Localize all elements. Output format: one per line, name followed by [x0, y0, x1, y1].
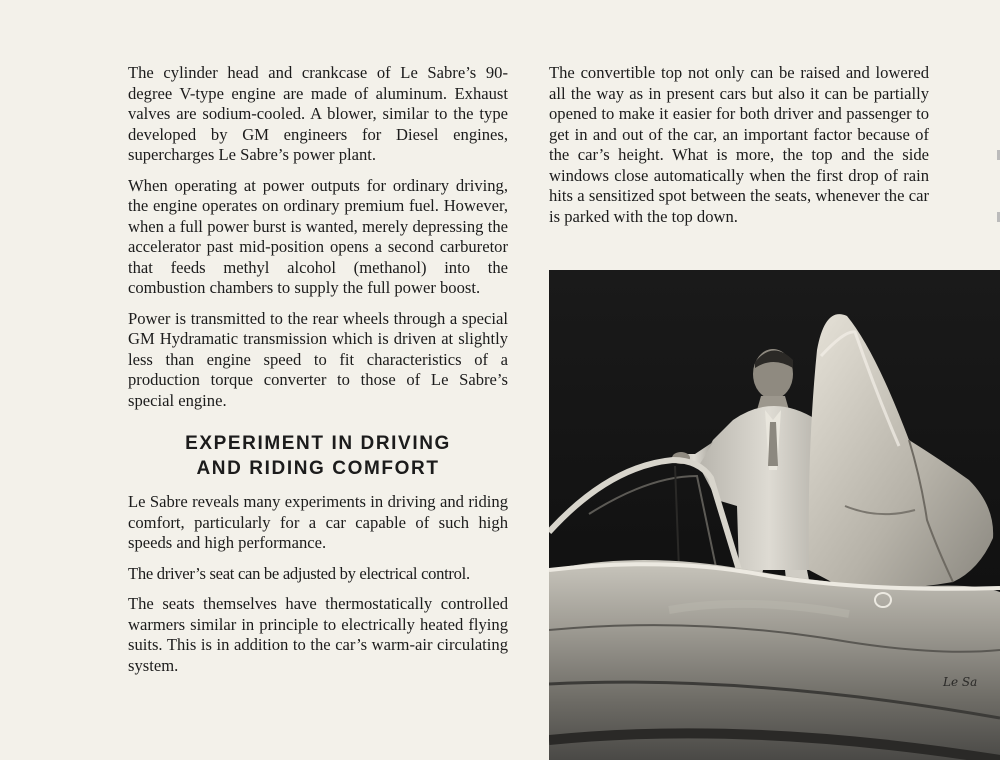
car-script-lettering: Le Sa: [943, 675, 978, 689]
car-photo: [549, 270, 1000, 760]
right-column: [549, 63, 929, 237]
car-body: [549, 560, 1000, 760]
engine-paragraph: The cylinder head and crankcase of Le Sabre’s 90-degree V-type engine are made of aluminum. Exhaust valves are sodium-cooled. A blower, similar to the type developed by GM engineers for Diesel engines, supercharges Le Sabre’s power plant.: [128, 63, 508, 164]
fuel-paragraph: When operating at power outputs for ordinary driving, the engine operates on ordinary premium fuel. However, when a full power burst is wanted, merely depressing the accelerator past mid-position opens a second carburetor that feeds methyl alcohol (methanol) into the combustion chambers to supply the full power boost.: [128, 175, 508, 297]
convertible-top-paragraph: The convertible top not only can be raised and lowered all the way as in present cars but also it can be partially opened to make it easier for both driver and passenger to get in and out of the car, an important factor because of the car’s height. What is more, the top and the side windows close automatically when the first drop of rain hits a sensitized spot between the seats, whenever the car is parked with the top down.: [549, 63, 929, 226]
seat-paragraph: The driver’s seat can be adjusted by electrical control.: [128, 563, 470, 583]
heading-line-1: EXPERIMENT IN DRIVING: [185, 433, 451, 454]
heading-line-2: AND RIDING COMFORT: [196, 458, 440, 479]
transmission-paragraph: Power is transmitted to the rear wheels through a special GM Hydramatic transmission which is driven at slightly less than engine speed to fit characteristics of a production torque converter to those of Le Sabre’s special engine.: [128, 308, 508, 410]
warmers-paragraph: The seats themselves have thermostatically controlled warmers similar in principle to electrically heated flying suits. This is in addition to the car’s warm-air circulating system.: [128, 594, 508, 675]
left-column: [128, 63, 508, 686]
comfort-paragraph: Le Sabre reveals many experiments in driving and riding comfort, particularly for a car capable of such high speeds and high performance.: [128, 492, 508, 552]
car-illustration: [549, 270, 1000, 760]
section-heading: [128, 431, 508, 481]
